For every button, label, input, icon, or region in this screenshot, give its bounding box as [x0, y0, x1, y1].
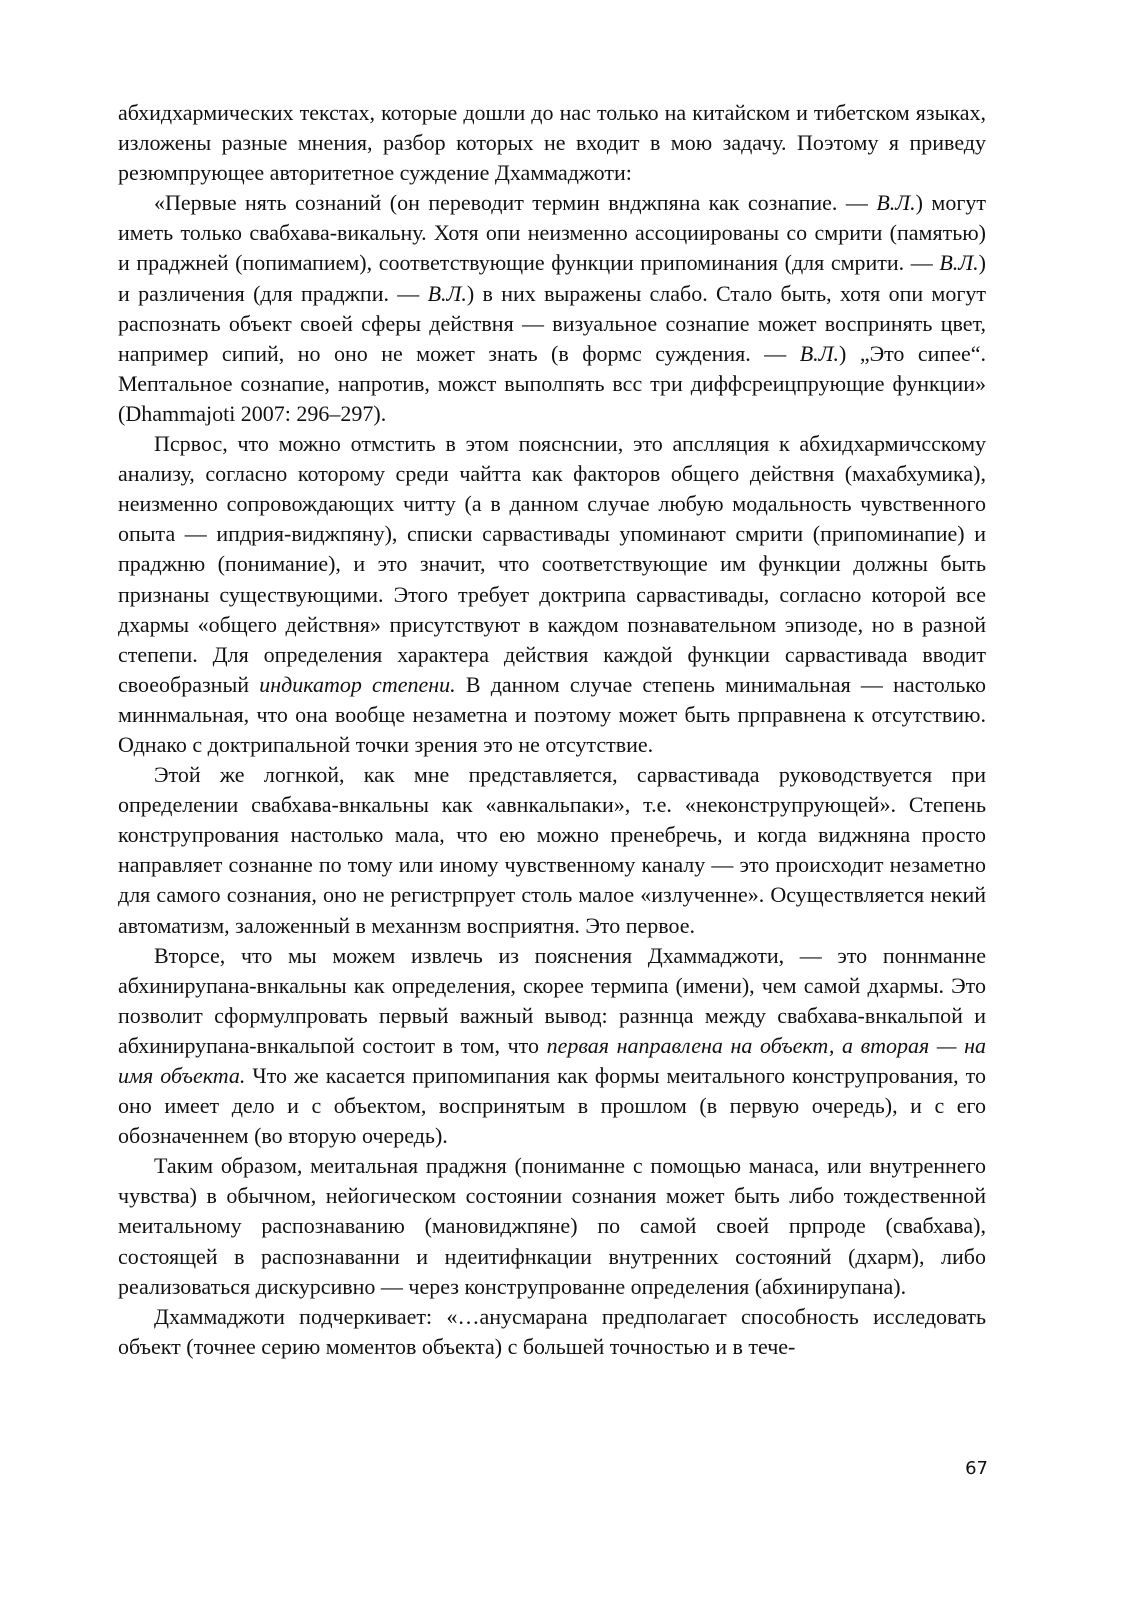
page-number: 67 — [965, 1458, 988, 1479]
italic-run: В.Л. — [876, 190, 916, 216]
paragraph — [118, 429, 986, 760]
italic-run: В.Л. — [427, 280, 467, 306]
paragraph — [118, 1302, 986, 1362]
text-run: Что же касается припомипания как формы меитального конструпрования, то оно имеет дело и с объектом, воспринятым в прошлом (в первую очередь), и с его обозначеннем (во вторую очередь). — [118, 1063, 986, 1149]
text-run: ) и различения (для праджпи. — — [118, 250, 986, 306]
text-run: ) в них выражены слабо. Стало быть, хотя опи могут распознать объект своей сферы действня — визуальное сознапие может воспринять цвет, например сипий, но оно не может знать (в формс суждения. — — [118, 280, 986, 366]
paragraph — [118, 188, 986, 429]
paragraph — [118, 760, 986, 941]
text-run: «Первые нять сознаний (он переводит термин внджпяна как сознапие. — — [154, 190, 877, 216]
italic-run: первая направлена на объект, а вторая — на имя объекта. — [118, 1032, 986, 1088]
paragraph — [118, 98, 986, 188]
body-text — [118, 98, 986, 1362]
text-run: В данном случае степень минимальная — настолько миннмальная, что она вообще незаметна и поэтому может быть прправнена к отсутствию. Однако с доктрипальной точки зрения это не отсутствие. — [118, 671, 986, 757]
italic-run: В.Л. — [939, 250, 979, 276]
paragraph — [118, 941, 986, 1152]
italic-run: В.Л. — [799, 340, 840, 366]
text-run: ) могут иметь только свабхава-викальну. Хотя опи неизменно ассоциированы со смрити (памятью) и праджней (попимапием), соответствующие функции припоминания (для смрити. — — [118, 190, 986, 276]
text-run: Этой же логнкой, как мне представляется, сарвастивада руководствуется при определении свабхава-внкальны как «авнкальпаки», т.е. «неконструпрующей». Степень конструпрования настолько мала, что ею можно пренебречь, и когда виджняна просто направляет сознанне по тому или иному чувственному каналу — это происходит незаметно для самого сознания, оно не регистрпрует столь малое «излученне». Осуществляется некий автоматизм, заложенный в механнзм восприятня. Это первое. — [118, 762, 986, 938]
italic-run: индикатор степени. — [259, 671, 456, 697]
text-run: Вторсе, что мы можем извлечь из пояснения Дхаммаджоти, — это поннманне абхинирупана-внкальны как определения, скорее термипа (имени), чем самой дхармы. Это позволит сформулпровать первый важный вывод: разннца между свабхава-внкальпой и абхинирупана-внкальпой состоит в том, что — [118, 942, 986, 1058]
text-run: Таким образом, меитальная праджня (пониманне с помощью манаса, или внутреннего чувства) в обычном, нейогическом состоянии сознания может быть либо тождественной меитальному распознаванию (мановиджпяне) по самой своей прпроде (свабхава), состоящей в распознаванни и ндеитифнкации внутренних состояний (дхарм), либо реализоваться дискурсивно — через конструпрованне определения (абхинирупана). — [118, 1153, 986, 1299]
paragraph — [118, 1151, 986, 1301]
text-run: Дхаммаджоти подчеркивает: «…анусмарана предполагает способность исследовать объект (точнее серию моментов объекта) с большей точностью и в тече- — [118, 1303, 986, 1359]
text-run: абхидхармических текстах, которые дошли до нас только на китайском и тибетском языках, изложены разные мнения, разбор которых не входит в мою задачу. Поэтому я приведу резюмпрующее авторитетное суждение Дхаммаджоти: — [118, 100, 986, 186]
text-run: Псрвос, что можно отмстить в этом пояснснии, это апслляция к абхидхармичсскому анализу, согласно которому среди чайтта как факторов общего действня (махабхумика), неизменно сопровождающих читту (а в данном случае любую модальность чувственного опыта — ипдрия-виджпяну), списки сарвастивады упоминают смрити (припоминапие) и праджню (понимание), и это значит, что соответствующие им функции должны быть признаны существующими. Этого требует доктрипа сарвастивады, согласно которой все дхармы «общего действня» присутствуют в каждом познавательном эпизоде, но в разной степепи. Для определения характера действия каждой функции сарвастивада вводит своеобразный — [118, 431, 986, 697]
text-run: ) „Это сипее“. Мептальное сознапие, напротив, можст выполпять всс три диффсреицпрующие функции» (Dhammajoti 2007: 296–297). — [118, 340, 986, 426]
